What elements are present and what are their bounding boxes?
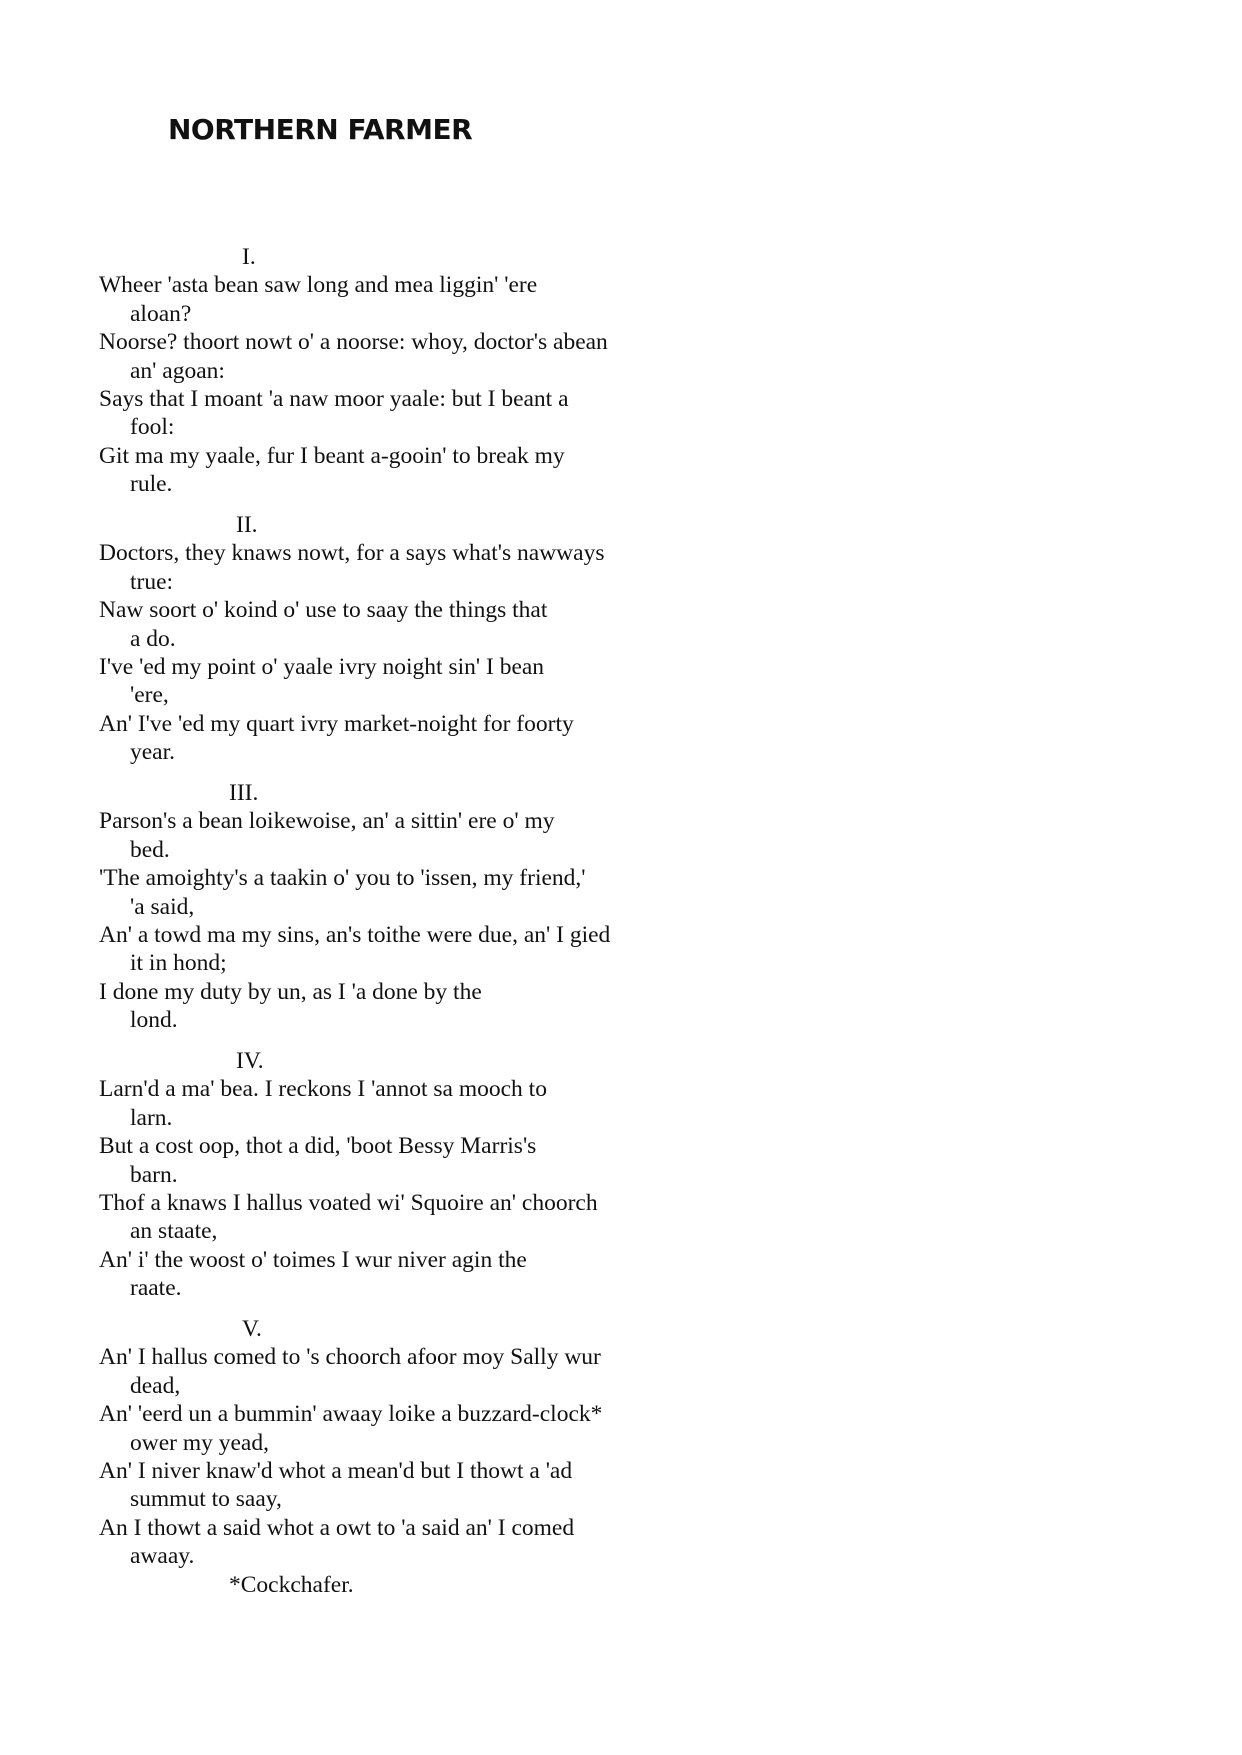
verse-line: Thof a knaws I hallus voated wi' Squoire an' choorch xyxy=(99,1190,598,1216)
verse-line: I've 'ed my point o' yaale ivry noight sin' I bean xyxy=(99,653,545,680)
verse-line: An' I niver knaw'd whot a mean'd but I thowt a 'ad xyxy=(99,1458,573,1485)
verse-line-continuation: it in hond; xyxy=(130,950,227,977)
stanza-4 xyxy=(99,1047,699,1303)
verse-line-continuation: awaay. xyxy=(130,1543,195,1570)
verse-line: I done my duty by un, as I 'a done by the xyxy=(99,978,482,1005)
verse-line-continuation: 'a said, xyxy=(130,893,195,920)
verse-line-continuation: an' agoan: xyxy=(130,357,225,384)
verse-line: Noorse? thoort nowt o' a noorse: whoy, doctor's abean xyxy=(99,329,608,356)
verse-line: An' a towd ma my sins, an's toithe were due, an' I gied xyxy=(99,921,611,948)
verse-line-continuation: dead, xyxy=(130,1372,181,1399)
page-title: NORTHERN FARMER xyxy=(168,113,473,146)
verse-line: Larn'd a ma' bea. I reckons I 'annot sa mooch to xyxy=(99,1076,547,1103)
verse-line: An I thowt a said whot a owt to 'a said an' I comed xyxy=(99,1514,575,1541)
verse-line-continuation: a do. xyxy=(130,625,176,652)
verse-line-continuation: rule. xyxy=(130,471,173,498)
verse-line: 'The amoighty's a taakin o' you to 'issen, my friend,' xyxy=(99,865,586,892)
verse-line: An' I hallus comed to 's choorch afoor moy Sally wur xyxy=(99,1344,601,1371)
verse-line-continuation: an staate, xyxy=(130,1218,218,1245)
verse-line-continuation: 'ere, xyxy=(130,682,169,709)
verse-line: Naw soort o' koind o' use to saay the things that xyxy=(99,597,548,624)
stanza-numeral: V. xyxy=(242,1316,262,1343)
verse-line: An' 'eerd un a bummin' awaay loike a buzzard-clock* xyxy=(99,1401,603,1428)
verse-line: An' I've 'ed my quart ivry market-noight for foorty xyxy=(99,710,574,737)
stanza-3 xyxy=(99,779,699,1035)
stanza-5 xyxy=(99,1315,699,1599)
verse-line-continuation: larn. xyxy=(130,1104,173,1131)
verse-line-continuation: summut to saay, xyxy=(130,1486,282,1513)
verse-line-continuation: bed. xyxy=(130,836,170,863)
verse-line: An' i' the woost o' toimes I wur niver agin the xyxy=(99,1246,527,1273)
footnote: *Cockchafer. xyxy=(229,1571,354,1598)
verse-line-continuation: lond. xyxy=(130,1007,178,1034)
verse-line-continuation: fool: xyxy=(130,414,175,441)
stanza-numeral: I. xyxy=(242,244,256,270)
verse-line-continuation: raate. xyxy=(130,1275,182,1302)
verse-line-continuation: barn. xyxy=(130,1161,178,1188)
verse-line: Parson's a bean loikewoise, an' a sittin' ere o' my xyxy=(99,808,555,835)
verse-line-continuation: year. xyxy=(130,739,176,766)
verse-line-continuation: ower my yead, xyxy=(130,1429,269,1456)
verse-line-continuation: true: xyxy=(130,568,174,595)
verse-line: But a cost oop, thot a did, 'boot Bessy Marris's xyxy=(99,1133,537,1160)
stanza-numeral: II. xyxy=(236,512,258,539)
verse-line: Wheer 'asta bean saw long and mea liggin' 'ere xyxy=(99,272,538,299)
stanza-2 xyxy=(99,511,699,767)
stanza-numeral: IV. xyxy=(236,1048,264,1075)
verse-line-continuation: aloan? xyxy=(130,300,192,327)
stanza-1 xyxy=(99,243,699,499)
verse-line: Says that I moant 'a naw moor yaale: but I beant a xyxy=(99,385,569,412)
verse-line: Git ma my yaale, fur I beant a-gooin' to break my xyxy=(99,442,565,469)
poem-body xyxy=(99,243,699,1611)
stanza-numeral: III. xyxy=(229,780,259,807)
verse-line: Doctors, they knaws nowt, for a says what's nawways xyxy=(99,540,605,567)
